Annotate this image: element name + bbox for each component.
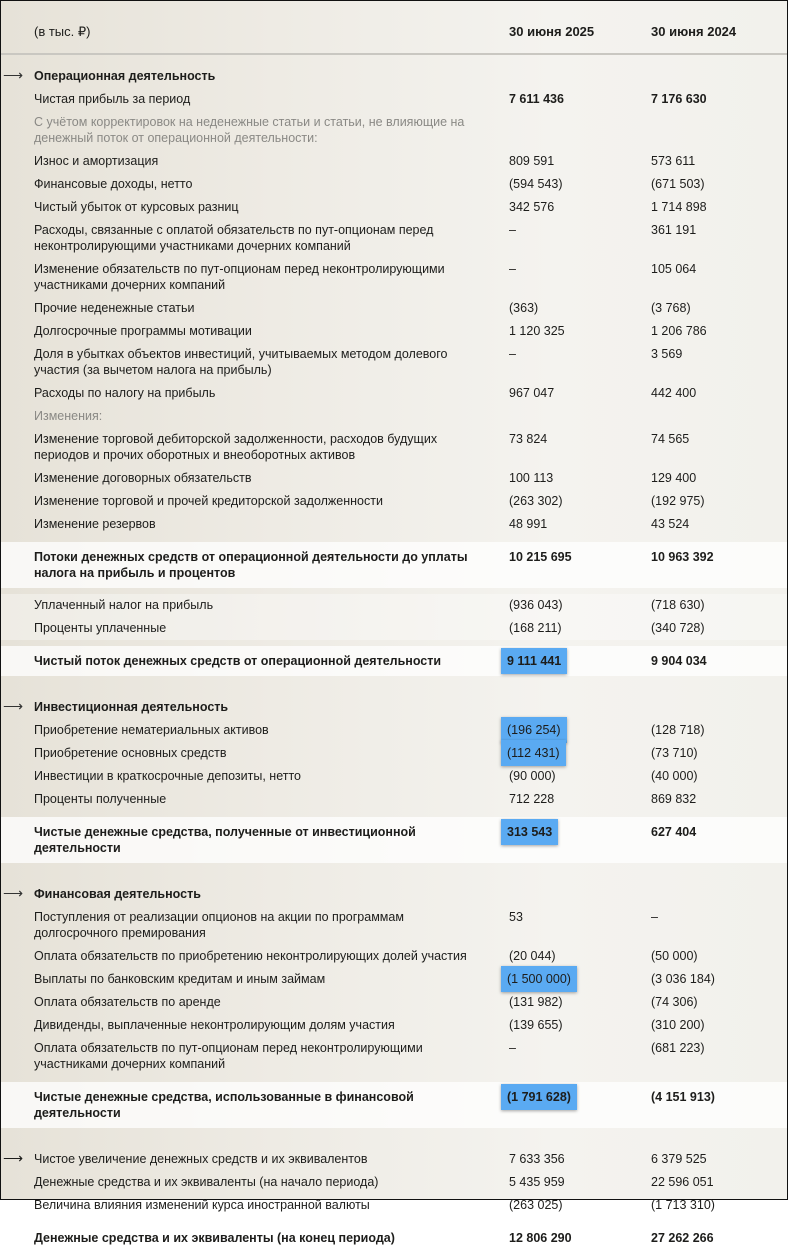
value-2025: 9 111 441 [501, 648, 567, 674]
value-2025: 7 611 436 [509, 92, 564, 106]
row-label: Инвестиционная деятельность [34, 700, 229, 714]
value-2025: – [509, 262, 516, 276]
table-row [1, 320, 787, 343]
section-heading [1, 696, 787, 719]
value-2025: 73 824 [509, 432, 548, 446]
table-row [1, 297, 787, 320]
value-2024: (340 728) [651, 621, 705, 635]
value-2025: – [509, 223, 516, 237]
value-2025: 809 591 [509, 154, 555, 168]
value-2024: 3 569 [651, 347, 683, 361]
total-row [1, 817, 787, 863]
row-label: Изменение договорных обязательств [34, 471, 252, 485]
table-row [1, 1014, 787, 1037]
table-row [1, 617, 787, 640]
value-2024: 627 404 [651, 824, 697, 839]
value-2024: 1 714 898 [651, 200, 707, 214]
table-row [1, 88, 787, 111]
table-row [1, 594, 787, 617]
arrow-right-icon: ⟶ [3, 67, 24, 83]
row-label: Выплаты по банковским кредитам и иным займам [34, 972, 326, 986]
value-2024: 9 904 034 [651, 653, 707, 668]
table-row [1, 258, 787, 297]
value-2025: 7 633 356 [509, 1152, 565, 1166]
total-row [1, 1082, 787, 1128]
value-2024: 869 832 [651, 792, 697, 806]
row-label: Финансовая деятельность [34, 887, 201, 901]
value-2025: (112 431) [501, 740, 566, 766]
total-row [1, 646, 787, 676]
table-row [1, 1194, 787, 1217]
value-2025: – [509, 1041, 516, 1055]
value-2024: (310 200) [651, 1018, 705, 1032]
table-row [1, 490, 787, 513]
row-label: Изменение резервов [34, 517, 156, 531]
value-2024: 105 064 [651, 262, 697, 276]
table-row [1, 150, 787, 173]
row-label: Расходы, связанные с оплатой обязательств по пут-опционам перед неконтролирующими участниками дочерних компаний [34, 223, 434, 253]
row-label: Проценты уплаченные [34, 621, 167, 635]
value-2025: 712 228 [509, 792, 555, 806]
value-2025: (168 211) [509, 621, 562, 635]
value-2025: (263 025) [509, 1198, 563, 1212]
value-2024: (50 000) [651, 949, 698, 963]
row-label: Оплата обязательств по пут-опционам перед неконтролирующими участниками дочерних компаний [34, 1041, 423, 1071]
row-label: Операционная деятельность [34, 69, 216, 83]
section-heading [1, 883, 787, 906]
value-2024: (192 975) [651, 494, 705, 508]
row-label: Денежные средства и их эквиваленты (на конец периода) [34, 1230, 395, 1245]
table-row [1, 906, 787, 945]
value-2024: 6 379 525 [651, 1152, 707, 1166]
row-label: Приобретение основных средств [34, 746, 227, 760]
table-row [1, 968, 787, 991]
value-2024: 573 611 [651, 154, 696, 168]
arrow-right-icon: ⟶ [3, 884, 24, 901]
row-label: Чистые денежные средства, полученные от инвестиционной деятельности [34, 824, 416, 855]
row-label: Дивиденды, выплаченные неконтролирующим долям участия [34, 1018, 395, 1032]
row-label: Проценты полученные [34, 792, 167, 806]
row-label: Износ и амортизация [34, 154, 159, 168]
table-row [1, 219, 787, 258]
value-2025: 5 435 959 [509, 1175, 565, 1189]
row-label: Потоки денежных средств от операционной деятельности до уплаты налога на прибыль и процентов [34, 549, 468, 580]
row-label: Изменения: [34, 409, 103, 423]
value-2025: 48 991 [509, 517, 548, 531]
row-label: Величина влияния изменений курса иностранной валюты [34, 1198, 370, 1212]
value-2024: (718 630) [651, 598, 705, 612]
value-2024: 10 963 392 [651, 549, 714, 564]
total-row [1, 1223, 787, 1253]
value-2025: (1 791 628) [501, 1084, 577, 1110]
table-row [1, 1171, 787, 1194]
table-row [1, 343, 787, 382]
value-2024: (671 503) [651, 177, 705, 191]
row-label: Поступления от реализации опционов на акции по программам долгосрочного премирования [34, 910, 404, 940]
section-heading [1, 65, 787, 88]
table-body [1, 65, 787, 1259]
value-2024: (128 718) [651, 723, 705, 737]
value-2024: – [651, 910, 658, 924]
row-label: С учётом корректировок на неденежные статьи и статьи, не влияющие на денежный поток от операционной деятельности: [34, 115, 465, 145]
value-2024: 43 524 [651, 517, 690, 531]
table-row [1, 765, 787, 788]
table-row [1, 382, 787, 405]
value-2025: 967 047 [509, 386, 555, 400]
value-2025: 53 [509, 910, 523, 924]
row-label: Чистая прибыль за период [34, 92, 191, 106]
table-row [1, 1037, 787, 1076]
column-header-2025: 30 июня 2025 [509, 24, 595, 39]
value-2025: (90 000) [509, 769, 556, 783]
value-2025: 12 806 290 [509, 1230, 572, 1245]
value-2025: (936 043) [509, 598, 563, 612]
value-2025: 342 576 [509, 200, 555, 214]
value-2025: (1 500 000) [501, 966, 577, 992]
column-header-2024: 30 июня 2024 [651, 24, 737, 39]
value-2024: 129 400 [651, 471, 697, 485]
value-2025: (263 302) [509, 494, 563, 508]
value-2025: (131 982) [509, 995, 563, 1009]
value-2024: 22 596 051 [651, 1175, 714, 1189]
value-2024: (74 306) [651, 995, 698, 1009]
value-2025: 1 120 325 [509, 324, 565, 338]
row-label: Чистый поток денежных средств от операционной деятельности [34, 653, 442, 668]
value-2024: 74 565 [651, 432, 690, 446]
row-label: Оплата обязательств по аренде [34, 995, 221, 1009]
row-label: Доля в убытках объектов инвестиций, учитываемых методом долевого участия (за вычетом налога на прибыль) [34, 347, 448, 377]
value-2025: 313 543 [501, 819, 558, 845]
value-2024: 361 191 [651, 223, 697, 237]
table-header [1, 1, 787, 55]
value-2025: (196 254) [501, 717, 567, 743]
note-row [1, 405, 787, 428]
value-2024: 442 400 [651, 386, 697, 400]
row-label: Чистое увеличение денежных средств и их эквивалентов [34, 1152, 368, 1166]
table-row [1, 1148, 787, 1171]
value-2025: (594 543) [509, 177, 563, 191]
row-label: Изменение торговой и прочей кредиторской задолженности [34, 494, 383, 508]
table-row [1, 945, 787, 968]
row-label: Прочие неденежные статьи [34, 301, 195, 315]
table-row [1, 513, 787, 536]
value-2024: (3 036 184) [651, 972, 715, 986]
value-2025: (20 044) [509, 949, 556, 963]
row-label: Изменение обязательств по пут-опционам перед неконтролирующими участниками дочерних компаний [34, 262, 445, 292]
value-2024: (3 768) [651, 301, 691, 315]
table-row [1, 467, 787, 490]
value-2024: (40 000) [651, 769, 698, 783]
row-label: Изменение торговой дебиторской задолженности, расходов будущих периодов и прочих оборотных и внеоборотных активов [34, 432, 438, 462]
value-2025: (139 655) [509, 1018, 563, 1032]
value-2024: (681 223) [651, 1041, 705, 1055]
row-label: Оплата обязательств по приобретению неконтролирующих долей участия [34, 949, 467, 963]
value-2024: 7 176 630 [651, 92, 707, 106]
value-2024: (73 710) [651, 746, 698, 760]
value-2024: 1 206 786 [651, 324, 707, 338]
arrow-right-icon: ⟶ [3, 697, 24, 714]
table-row [1, 788, 787, 811]
table-row [1, 991, 787, 1014]
table-row [1, 719, 787, 742]
value-2024: (1 713 310) [651, 1198, 715, 1212]
row-label: Чистые денежные средства, использованные в финансовой деятельности [34, 1089, 414, 1120]
row-label: Денежные средства и их эквиваленты (на начало периода) [34, 1175, 379, 1189]
table-row [1, 742, 787, 765]
table-row [1, 173, 787, 196]
note-row [1, 111, 787, 150]
row-label: Приобретение нематериальных активов [34, 723, 269, 737]
table-row [1, 196, 787, 219]
value-2024: (4 151 913) [651, 1089, 715, 1104]
value-2024: 27 262 266 [651, 1230, 714, 1245]
table-row [1, 428, 787, 467]
row-label: Уплаченный налог на прибыль [34, 598, 214, 612]
unit-label: (в тыс. ₽) [34, 24, 91, 39]
value-2025: 100 113 [509, 471, 554, 485]
row-label: Инвестиции в краткосрочные депозиты, нетто [34, 769, 301, 783]
row-label: Финансовые доходы, нетто [34, 177, 193, 191]
row-label: Долгосрочные программы мотивации [34, 324, 252, 338]
row-label: Расходы по налогу на прибыль [34, 386, 216, 400]
value-2025: 10 215 695 [509, 549, 572, 564]
row-label: Чистый убыток от курсовых разниц [34, 200, 239, 214]
arrow-right-icon: ⟶ [3, 1149, 24, 1166]
value-2025: (363) [509, 301, 539, 315]
value-2025: – [509, 347, 516, 361]
total-row [1, 542, 787, 588]
